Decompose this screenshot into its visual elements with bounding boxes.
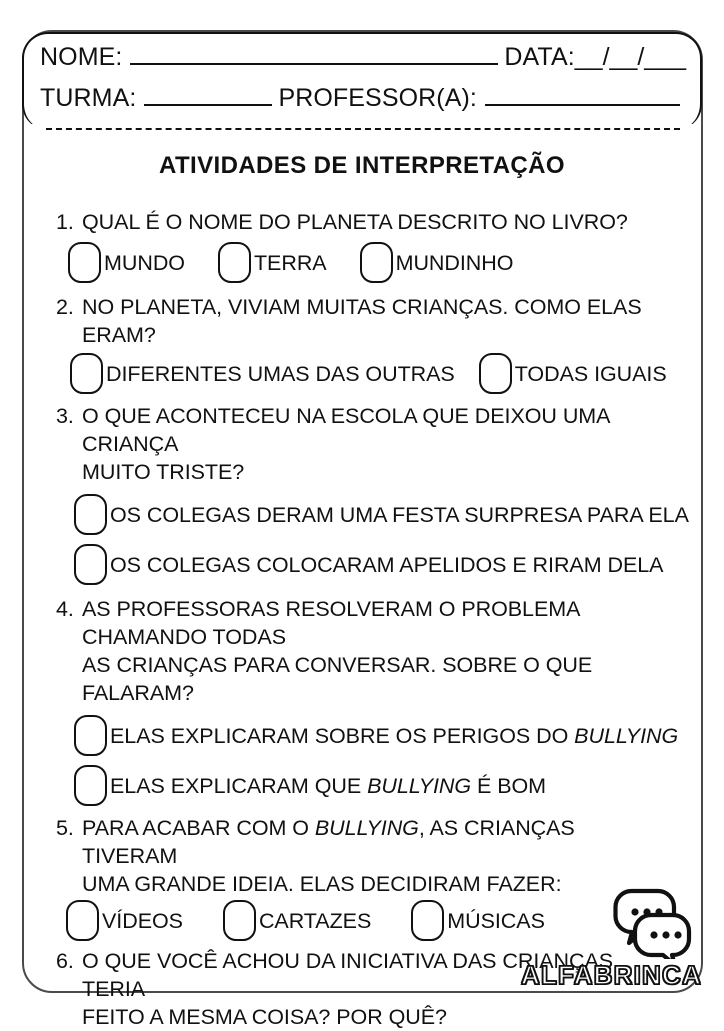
student-info-box bbox=[22, 32, 702, 130]
option-checkbox[interactable] bbox=[360, 242, 393, 283]
question-text bbox=[82, 595, 656, 707]
option-checkbox[interactable] bbox=[479, 353, 512, 394]
option-label: MÚSICAS bbox=[447, 908, 545, 933]
question-number: 3. bbox=[56, 404, 74, 428]
emphasised-term: BULLYING bbox=[574, 723, 679, 748]
option-checkbox[interactable] bbox=[74, 715, 107, 756]
question-number: 6. bbox=[56, 949, 74, 973]
answer-option[interactable] bbox=[360, 242, 514, 283]
answer-option[interactable] bbox=[74, 765, 546, 806]
answer-options-row bbox=[74, 494, 689, 535]
option-label-text: ELAS EXPLICARAM QUE bbox=[110, 773, 368, 798]
class-write-line[interactable] bbox=[144, 104, 272, 106]
option-label: TERRA bbox=[253, 250, 327, 275]
header-box-dashed-divider bbox=[46, 128, 680, 130]
option-label: MUNDO bbox=[104, 250, 185, 275]
page-title: ATIVIDADES DE INTERPRETAÇÃO bbox=[159, 152, 565, 179]
emphasised-term: BULLYING bbox=[314, 816, 419, 840]
question-number: 5. bbox=[56, 816, 74, 840]
question-line: AS CRIANÇAS PARA CONVERSAR. SOBRE O QUE FALARAM? bbox=[82, 653, 593, 705]
answer-option[interactable] bbox=[74, 494, 689, 535]
question-number: 4. bbox=[56, 597, 74, 621]
option-label bbox=[107, 724, 678, 748]
question-line-text-tail: , AS CRIANÇAS TIVERAM bbox=[82, 816, 575, 868]
question-line: O QUE ACONTECEU NA ESCOLA QUE DEIXOU UMA CRIANÇA bbox=[82, 404, 610, 456]
brand-name: ALFABRINCA bbox=[521, 960, 702, 990]
answer-option[interactable] bbox=[223, 900, 371, 941]
answer-options-row bbox=[74, 544, 664, 585]
answer-options-row bbox=[74, 765, 656, 806]
option-label-text-tail: É BOM bbox=[471, 773, 547, 798]
question-number: 1. bbox=[56, 210, 74, 234]
name-write-line[interactable] bbox=[130, 63, 498, 65]
brand-watermark bbox=[521, 887, 702, 991]
option-label: VÍDEOS bbox=[102, 908, 183, 933]
question-line: MUITO TRISTE? bbox=[82, 460, 245, 484]
speech-bubbles-icon bbox=[602, 887, 694, 964]
teacher-label: PROFESSOR(A): bbox=[278, 84, 477, 112]
question-block bbox=[56, 402, 689, 585]
question-line: FEITO A MESMA COISA? POR QUÊ? bbox=[82, 1005, 447, 1029]
answer-option[interactable] bbox=[74, 544, 663, 585]
question-number: 2. bbox=[56, 295, 74, 319]
question-line bbox=[82, 814, 656, 870]
answer-options-row bbox=[68, 242, 656, 283]
class-teacher-row bbox=[24, 84, 700, 113]
answer-option[interactable] bbox=[70, 353, 455, 394]
option-checkbox[interactable] bbox=[74, 544, 107, 585]
answer-option[interactable] bbox=[218, 242, 327, 283]
question-text bbox=[82, 293, 656, 349]
option-label: MUNDINHO bbox=[395, 250, 514, 275]
question-line: O QUE VOCÊ ACHOU DA INICIATIVA DAS CRIANÇAS. TERIA bbox=[82, 949, 620, 1001]
question-text bbox=[82, 208, 656, 236]
option-checkbox[interactable] bbox=[70, 353, 103, 394]
date-write-slots[interactable]: __/__/___ bbox=[574, 43, 686, 71]
name-date-row bbox=[24, 43, 700, 72]
option-label: OS COLEGAS COLOCARAM APELIDOS E RIRAM DELA bbox=[110, 552, 664, 577]
option-label: DIFERENTES UMAS DAS OUTRAS bbox=[106, 361, 455, 386]
emphasised-term: BULLYING bbox=[367, 773, 472, 798]
question-block bbox=[56, 208, 656, 283]
option-checkbox[interactable] bbox=[66, 900, 99, 941]
option-label-text: ELAS EXPLICARAM SOBRE OS PERIGOS DO bbox=[110, 723, 575, 748]
answer-options-row bbox=[74, 715, 679, 756]
question-block bbox=[56, 293, 667, 394]
question-prompt bbox=[56, 402, 656, 486]
question-prompt bbox=[56, 208, 656, 236]
answer-options-row bbox=[70, 353, 667, 394]
option-checkbox[interactable] bbox=[218, 242, 251, 283]
question-text bbox=[82, 814, 656, 898]
option-checkbox[interactable] bbox=[411, 900, 444, 941]
question-line: NO PLANETA, VIVIAM MUITAS CRIANÇAS. COMO ELAS ERAM? bbox=[82, 295, 642, 347]
class-label: TURMA: bbox=[40, 84, 137, 112]
option-checkbox[interactable] bbox=[68, 242, 101, 283]
option-label: CARTAZES bbox=[258, 908, 372, 933]
teacher-write-line[interactable] bbox=[485, 104, 680, 106]
question-line: AS PROFESSORAS RESOLVERAM O PROBLEMA CHAMANDO TODAS bbox=[82, 597, 580, 649]
question-prompt bbox=[56, 814, 656, 898]
question-prompt bbox=[56, 595, 656, 707]
answer-option[interactable] bbox=[479, 353, 667, 394]
option-label: TODAS IGUAIS bbox=[514, 361, 667, 386]
option-label bbox=[107, 774, 546, 798]
answer-option[interactable] bbox=[66, 900, 183, 941]
name-label: NOME: bbox=[40, 43, 123, 71]
answer-option[interactable] bbox=[68, 242, 185, 283]
option-label: OS COLEGAS DERAM UMA FESTA SURPRESA PARA ELA bbox=[110, 502, 689, 527]
question-prompt bbox=[56, 293, 656, 349]
option-checkbox[interactable] bbox=[223, 900, 256, 941]
question-line-text: PARA ACABAR COM O bbox=[82, 816, 315, 840]
date-label: DATA: bbox=[504, 43, 575, 71]
question-block bbox=[56, 595, 679, 806]
question-line-text: UMA GRANDE IDEIA. ELAS DECIDIRAM FAZER: bbox=[82, 872, 562, 896]
answer-option[interactable] bbox=[74, 715, 678, 756]
question-line: QUAL É O NOME DO PLANETA DESCRITO NO LIVRO? bbox=[82, 210, 628, 234]
question-text bbox=[82, 402, 656, 486]
option-checkbox[interactable] bbox=[74, 765, 107, 806]
option-checkbox[interactable] bbox=[74, 494, 107, 535]
